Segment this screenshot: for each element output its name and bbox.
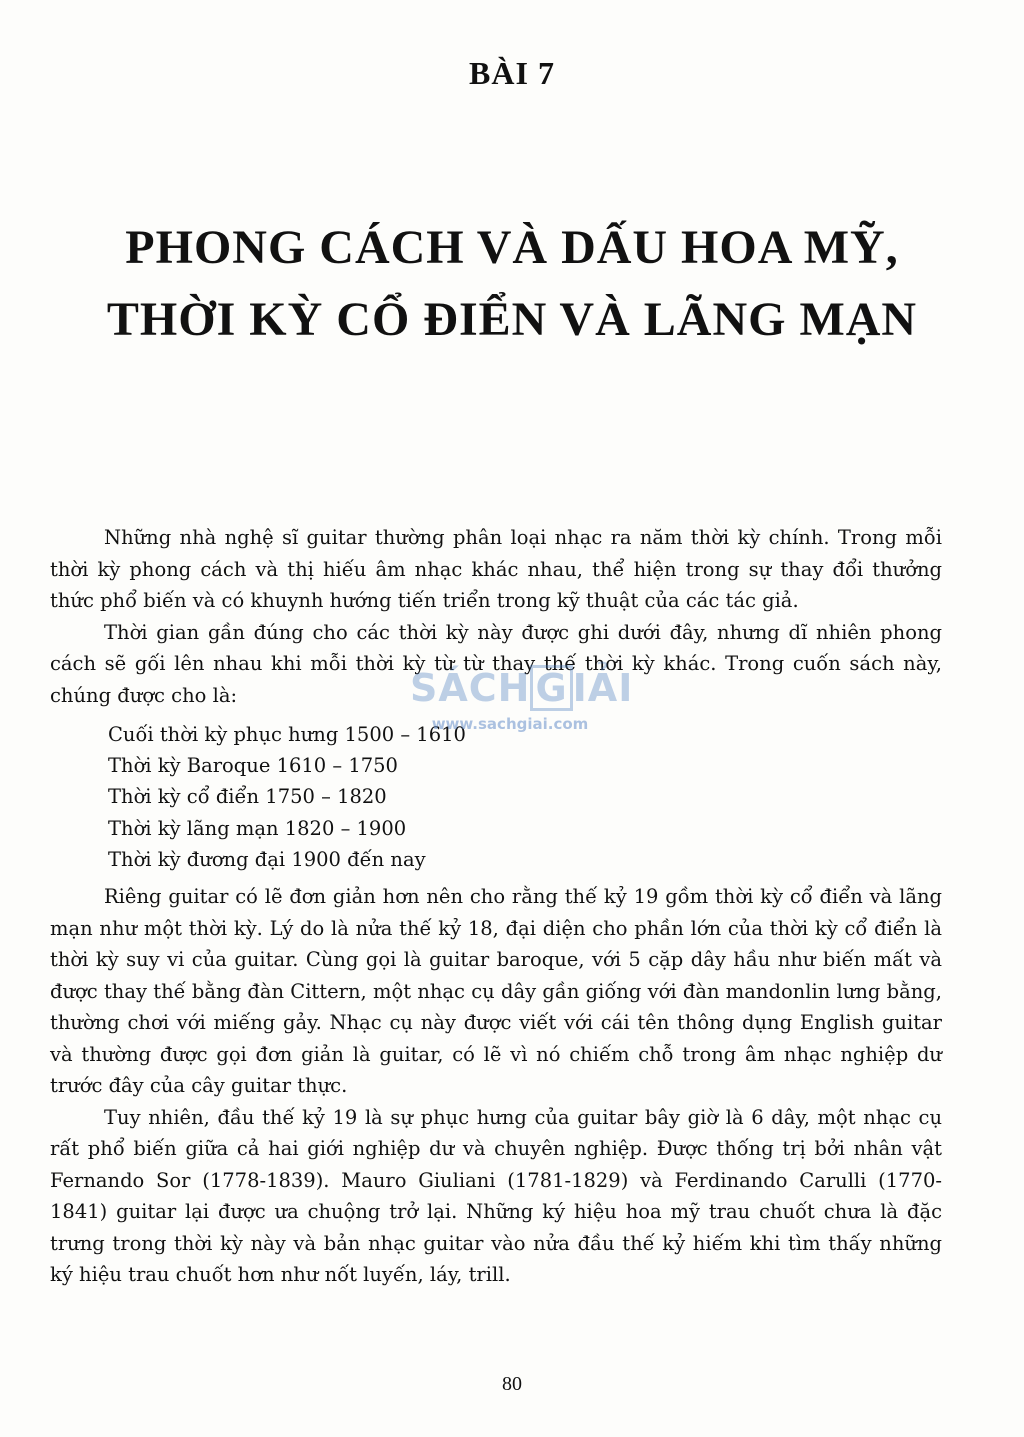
period-item: Thời kỳ lãng mạn 1820 – 1900	[108, 816, 407, 840]
period-item: Cuối thời kỳ phục hưng 1500 – 1610	[108, 723, 466, 746]
body-text	[50, 522, 942, 1291]
watermark-logo-prefix: SÁCH	[410, 666, 531, 710]
paragraph-guitar-decline: Riêng guitar có lẽ đơn giản hơn nên cho rằng thế kỷ 19 gồm thời kỳ cổ điển và lãng mạn như một thời kỳ. Lý do là nửa thế kỷ 18, đại diện cho phần lớn của thời kỳ cổ điển là thời kỳ suy vi của guitar. Cùng gọi là guitar baroque, với 5 cặp dây hầu như biến mất và được thay thế bằng đàn Cittern, một nhạc cụ dây gần giống với đàn mandonlin lưng bằng, thường chơi với miếng gảy. Nhạc cụ này được viết với cái tên thông dụng English guitar và thường được gọi đơn giản là guitar, có lẽ vì nó chiếm chỗ trong âm nhạc nghiệp dư trước đây của cây guitar thực.	[50, 885, 942, 1098]
paragraph-guitar-revival: Tuy nhiên, đầu thế kỷ 19 là sự phục hưng của guitar bây giờ là 6 dây, một nhạc cụ rất phổ biến giữa cả hai giới nghiệp dư và chuyên nghiệp. Được thống trị bởi nhân vật Fernando Sor (1778-1839). Mauro Giuliani (1781-1829) và Ferdinando Carulli (1770-1841) guitar lại được ưa chuộng trở lại. Những ký hiệu hoa mỹ trau chuốt chưa là đặc trưng trong thời kỳ này và bản nhạc guitar vào nửa đầu thế kỷ hiếm khi tìm thấy những ký hiệu trau chuốt hơn như nốt luyến, láy, trill.	[50, 1105, 942, 1287]
watermark-logo-box: G	[530, 665, 572, 711]
period-list	[50, 719, 942, 875]
lesson-label: BÀI 7	[469, 55, 555, 91]
watermark-logo-suffix: IẢI	[572, 666, 634, 710]
watermark-url: www.sachgiai.com	[431, 715, 589, 733]
chapter-title-line-1: PHONG CÁCH VÀ DẤU HOA MỸ,	[125, 221, 899, 274]
chapter-title-line-2: THỜI KỲ CỔ ĐIỂN VÀ LÃNG MẠN	[106, 293, 918, 346]
paragraph-intro: Những nhà nghệ sĩ guitar thường phân loại nhạc ra năm thời kỳ chính. Trong mỗi thời kỳ phong cách và thị hiếu âm nhạc khác nhau, thể hiện trong sự thay đổi thưởng thức phổ biến và có khuynh hướng tiến triển trong kỹ thuật của các tác giả.	[50, 526, 942, 612]
page-number: 80	[502, 1373, 522, 1395]
period-item: Thời kỳ cổ điển 1750 – 1820	[108, 785, 387, 809]
period-item: Thời kỳ Baroque 1610 – 1750	[108, 754, 398, 778]
paragraph-periods-intro: Thời gian gần đúng cho các thời kỳ này được ghi dưới đây, nhưng dĩ nhiên phong cách sẽ gối lên nhau khi mỗi thời kỳ từ từ thay thế thời kỳ khác. Trong cuốn sách này, chúng được cho là:	[50, 620, 942, 707]
period-item: Thời kỳ đương đại 1900 đến nay	[108, 847, 426, 871]
